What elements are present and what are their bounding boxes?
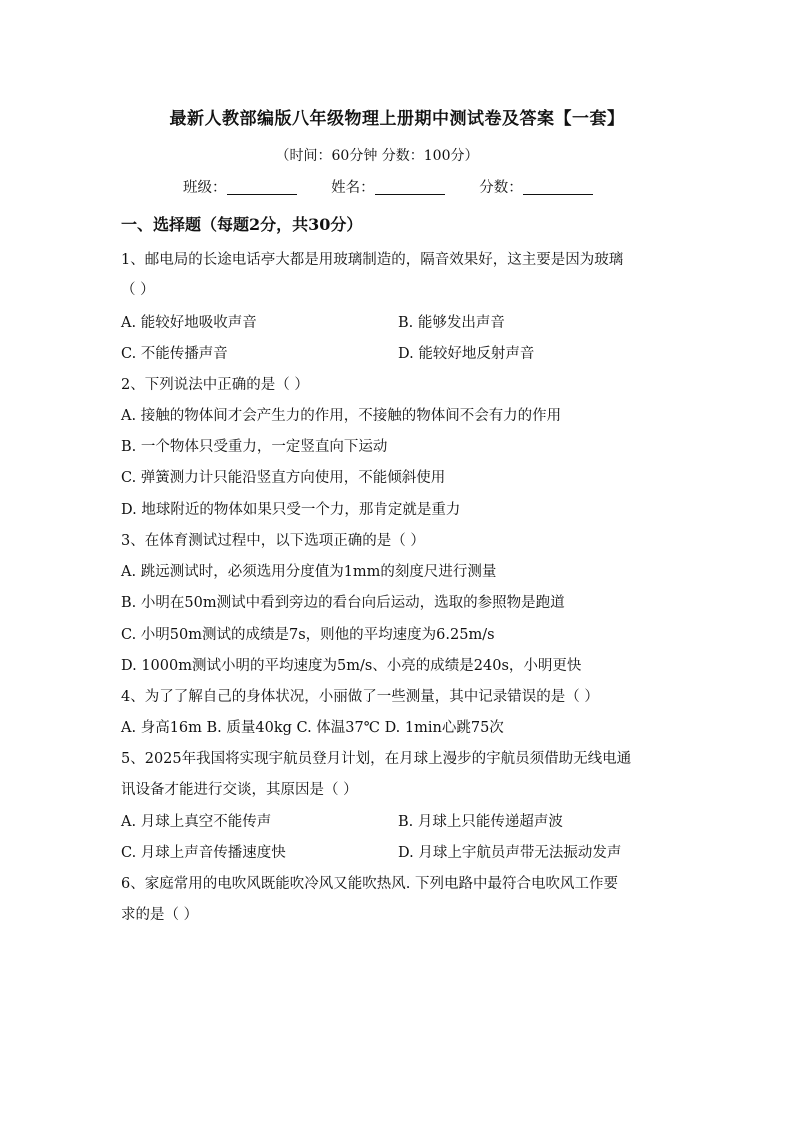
q3-option-c: C. 小明50m测试的成绩是7s，则他的平均速度为6.25m/s: [121, 627, 495, 643]
exam-title: 最新人教部编版八年级物理上册期中测试卷及答案【一套】: [169, 109, 625, 129]
q5-option-a: A. 月球上真空不能传声: [121, 814, 272, 830]
q1-option-c: C. 不能传播声音: [121, 346, 228, 362]
name-field: [331, 176, 445, 197]
q1-stem: 1、邮电局的长途电话亭大都是用玻璃制造的，隔音效果好，这主要是因为玻璃: [121, 252, 624, 268]
score-blank: [523, 180, 593, 195]
name-blank: [375, 180, 445, 195]
q1-option-a: A. 能较好地吸收声音: [121, 315, 257, 331]
q1-stem-cont: （ ）: [121, 282, 155, 298]
score-label: 分数：: [479, 180, 523, 196]
q2-option-c: C. 弹簧测力计只能沿竖直方向使用，不能倾斜使用: [121, 470, 446, 486]
q2-option-b: B. 一个物体只受重力，一定竖直向下运动: [121, 439, 388, 455]
name-label: 姓名：: [331, 180, 375, 196]
q5-option-b: B. 月球上只能传递超声波: [398, 814, 563, 830]
q3-option-b: B. 小明在50m测试中看到旁边的看台向后运动，选取的参照物是跑道: [121, 595, 565, 611]
q3-stem: 3、在体育测试过程中，以下选项正确的是（ ）: [121, 533, 425, 549]
q6-stem: 6、家庭常用的电吹风既能吹冷风又能吹热风. 下列电路中最符合电吹风工作要: [121, 876, 618, 892]
q2-option-a: A. 接触的物体间才会产生力的作用，不接触的物体间不会有力的作用: [121, 408, 562, 424]
class-label: 班级：: [183, 180, 227, 196]
q4-stem: 4、为了了解自己的身体状况，小丽做了一些测量，其中记录错误的是（ ）: [121, 689, 599, 705]
score-field: [479, 176, 593, 197]
q3-option-d: D. 1000m测试小明的平均速度为5m/s、小亮的成绩是240s，小明更快: [121, 658, 582, 674]
q1-option-b: B. 能够发出声音: [398, 315, 505, 331]
q5-stem: 5、2025年我国将实现宇航员登月计划，在月球上漫步的宇航员须借助无线电通: [121, 751, 632, 767]
class-field: [183, 176, 297, 197]
q6-stem-cont: 求的是（ ）: [121, 907, 199, 923]
class-blank: [227, 180, 297, 195]
section-heading: 一、选择题（每题2分，共30分）: [121, 215, 363, 234]
q5-option-d: D. 月球上宇航员声带无法振动发声: [398, 845, 622, 861]
q4-options: A. 身高16m B. 质量40kg C. 体温37℃ D. 1min心跳75次: [121, 720, 504, 736]
student-info-row: [183, 176, 593, 197]
q5-stem-cont: 讯设备才能进行交谈，其原因是（ ）: [121, 782, 358, 798]
q1-option-d: D. 能较好地反射声音: [398, 346, 535, 362]
q2-stem: 2、下列说法中正确的是（ ）: [121, 377, 309, 393]
q3-option-a: A. 跳远测试时，必须选用分度值为1mm的刻度尺进行测量: [121, 564, 497, 580]
q5-option-c: C. 月球上声音传播速度快: [121, 845, 286, 861]
q2-option-d: D. 地球附近的物体如果只受一个力，那肯定就是重力: [121, 502, 461, 518]
exam-time-score: （时间：60分钟 分数：100分）: [275, 148, 479, 164]
